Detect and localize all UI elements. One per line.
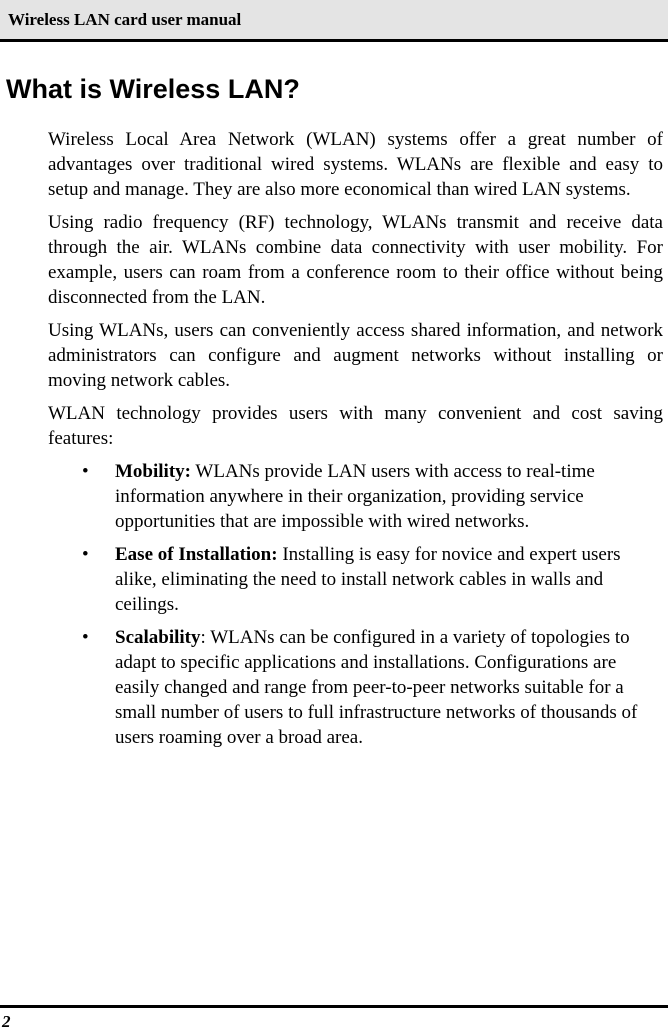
list-item-text <box>115 625 660 750</box>
list-item-text <box>115 542 660 617</box>
feature-description: : WLANs can be configured in a variety of topologies to adapt to specific applications and installations. Configurations are easily changed and range from peer-to-peer networks suitable for a small number of users to full infrastructure networks of thousands of users roaming over a broad area. <box>115 627 638 748</box>
feature-list <box>48 459 663 750</box>
list-item <box>48 459 663 534</box>
section-heading: What is Wireless LAN? <box>6 74 300 104</box>
list-item <box>48 625 663 750</box>
paragraph-rf-technology: Using radio frequency (RF) technology, WLANs transmit and receive data through the air. WLANs combine data connectivity with user mobility. For example, users can roam from a conference room to their office without being disconnected from the LAN. <box>48 212 663 308</box>
paragraph-shared-access: Using WLANs, users can conveniently access shared information, and network administrators can configure and augment networks without installing or moving network cables. <box>48 320 663 391</box>
running-header <box>0 0 668 42</box>
feature-term: Scalability <box>115 627 201 648</box>
page-number: 2 <box>2 1012 11 1031</box>
list-item <box>48 542 663 617</box>
paragraph-features-intro: WLAN technology provides users with many convenient and cost saving features: <box>48 403 663 449</box>
bullet-icon: • <box>82 627 89 648</box>
body-text <box>48 127 663 758</box>
manual-title: Wireless LAN card user manual <box>8 10 242 29</box>
page-footer <box>0 1005 668 1033</box>
feature-term: Ease of Installation: <box>115 544 278 565</box>
bullet-icon: • <box>82 544 89 565</box>
feature-term: Mobility: <box>115 461 191 482</box>
bullet-icon: • <box>82 461 89 482</box>
list-item-text <box>115 459 660 534</box>
paragraph-intro: Wireless Local Area Network (WLAN) systems offer a great number of advantages over traditional wired systems. WLANs are flexible and easy to setup and manage. They are also more economical than wired LAN systems. <box>48 129 663 200</box>
feature-description: Installing is easy for novice and expert users alike, eliminating the need to install network cables in walls and ceilings. <box>115 544 621 615</box>
feature-description: WLANs provide LAN users with access to real-time information anywhere in their organization, providing service opportunities that are impossible with wired networks. <box>115 461 595 532</box>
